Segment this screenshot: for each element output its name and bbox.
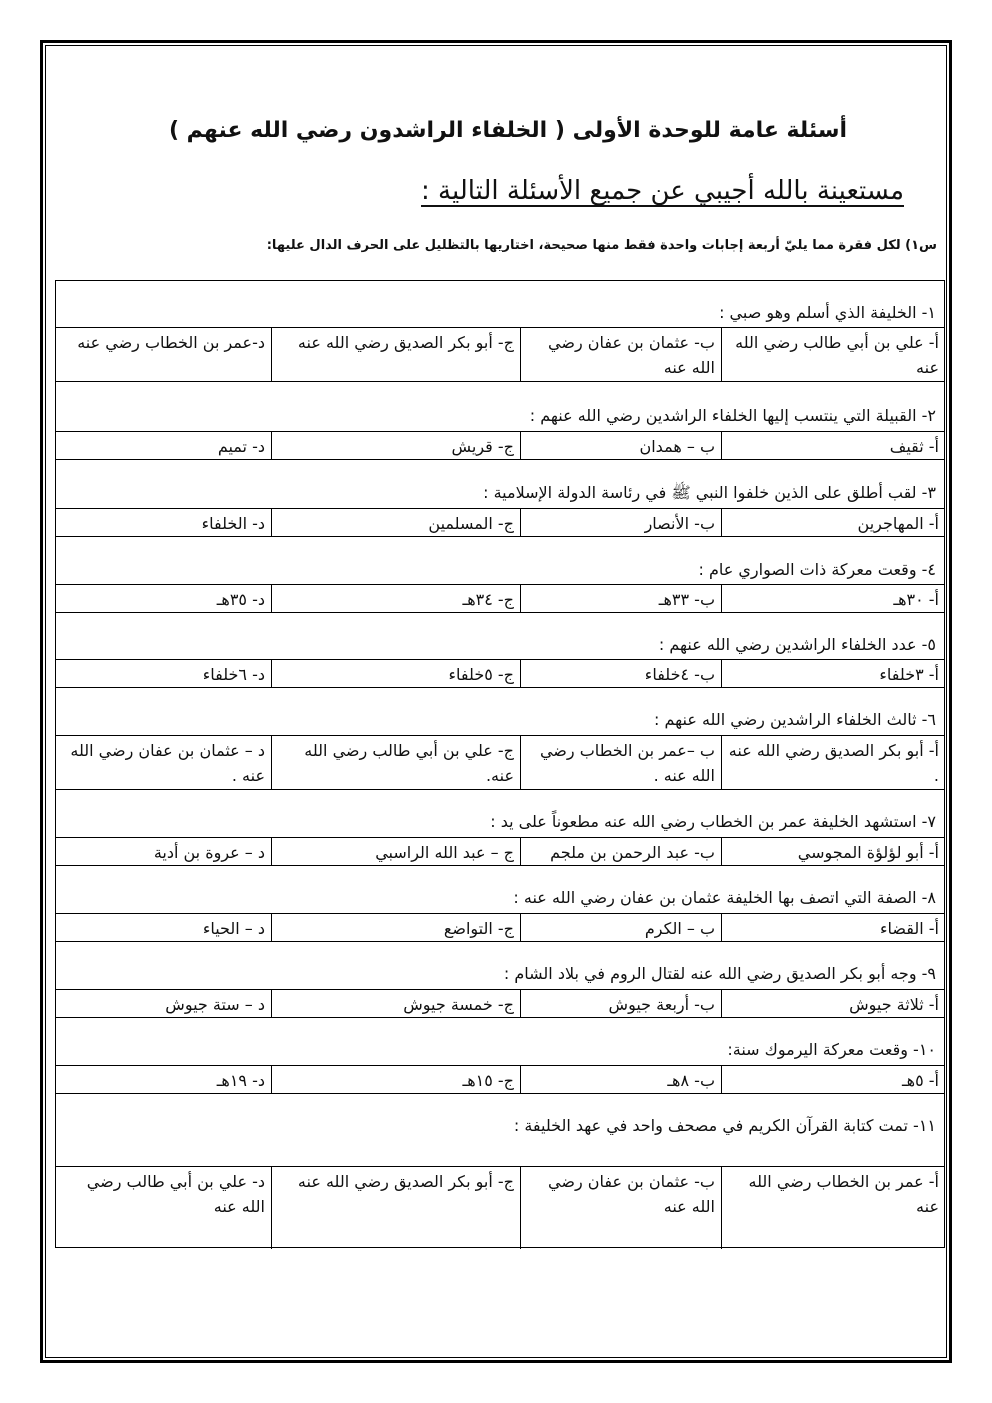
instruction-text: س١) لكل فقرة مما يليّ أربعة إجابات واحدة فقط منها صحيحة، اختاريها بالتظليل على الحرف الدال عليها: bbox=[266, 238, 937, 253]
question-9-options bbox=[55, 989, 945, 1018]
question-5-options bbox=[55, 659, 945, 688]
q7-option-a[interactable]: أ- أبو لؤلؤة المجوسي bbox=[721, 838, 945, 865]
q4-option-b[interactable]: ب- ٣٣هـ bbox=[520, 585, 721, 612]
q9-option-a[interactable]: أ- ثلاثة جيوش bbox=[721, 990, 945, 1017]
question-4-options bbox=[55, 584, 945, 613]
q5-option-c[interactable]: ج- ٥خلفاء bbox=[271, 660, 520, 687]
question-1-options bbox=[55, 327, 945, 382]
q11-option-d[interactable]: د- علي بن أبي طالب رضي الله عنه bbox=[86, 1172, 265, 1216]
q4-option-a[interactable]: أ- ٣٠هـ bbox=[721, 585, 945, 612]
q7-option-c[interactable]: ج – عبد الله الراسبي bbox=[271, 838, 520, 865]
q3-option-a[interactable]: أ- المهاجرين bbox=[721, 509, 945, 536]
q7-option-d[interactable]: د – عروة بن أدية bbox=[153, 843, 265, 862]
question-6-options bbox=[55, 735, 945, 790]
question-10-text: ١٠- وقعت معركة اليرموك سنة: bbox=[727, 1040, 936, 1059]
q4-option-c[interactable]: ج- ٣٤هـ bbox=[271, 585, 520, 612]
q8-option-b[interactable]: ب – الكرم bbox=[520, 914, 721, 941]
q2-option-b[interactable]: ب – همدان bbox=[520, 432, 721, 459]
page-title: أسئلة عامة للوحدة الأولى ( الخلفاء الراشدون رضي الله عنهم ) bbox=[168, 118, 847, 143]
q7-option-b[interactable]: ب- عبد الرحمن بن ملجم bbox=[520, 838, 721, 865]
q3-option-b[interactable]: ب- الأنصار bbox=[520, 509, 721, 536]
q10-option-d[interactable]: د- ١٩هـ bbox=[216, 1071, 265, 1090]
q10-option-b[interactable]: ب- ٨هـ bbox=[520, 1066, 721, 1093]
q8-option-a[interactable]: أ- القضاء bbox=[721, 914, 945, 941]
q6-option-d[interactable]: د – عثمان بن عفان رضي الله عنه . bbox=[70, 741, 265, 785]
q11-option-b[interactable]: ب- عثمان بن عفان رضي الله عنه bbox=[520, 1167, 721, 1249]
question-4-text: ٤- وقعت معركة ذات الصواري عام : bbox=[698, 560, 936, 579]
q9-option-b[interactable]: ب- أربعة جيوش bbox=[520, 990, 721, 1017]
q10-option-c[interactable]: ج- ١٥هـ bbox=[271, 1066, 520, 1093]
question-8-options bbox=[55, 913, 945, 942]
page-subtitle: مستعينة بالله أجيبي عن جميع الأسئلة التالية : bbox=[421, 176, 904, 206]
question-7-options bbox=[55, 837, 945, 866]
q3-option-d[interactable]: د- الخلفاء bbox=[201, 514, 265, 533]
question-3-options bbox=[55, 508, 945, 537]
q1-option-d[interactable]: د-عمر بن الخطاب رضي عنه bbox=[77, 333, 265, 352]
q8-option-c[interactable]: ج- التواضع bbox=[271, 914, 520, 941]
question-1-text: ١- الخليفة الذي أسلم وهو صبي : bbox=[719, 303, 936, 322]
q10-option-a[interactable]: أ- ٥هـ bbox=[721, 1066, 945, 1093]
q2-option-d[interactable]: د- تميم bbox=[217, 437, 265, 456]
question-8-text: ٨- الصفة التي اتصف بها الخليفة عثمان بن عفان رضي الله عنه : bbox=[513, 888, 936, 907]
q6-option-a[interactable]: أ- أبو بكر الصديق رضي الله عنه . bbox=[721, 736, 945, 789]
q6-option-b[interactable]: ب –عمر بن الخطاب رضي الله عنه . bbox=[520, 736, 721, 789]
q3-option-c[interactable]: ج- المسلمين bbox=[271, 509, 520, 536]
q1-option-b[interactable]: ب- عثمان بن عفان رضي الله عنه bbox=[520, 328, 721, 381]
question-5-text: ٥- عدد الخلفاء الراشدين رضي الله عنهم : bbox=[658, 635, 936, 654]
q6-option-c[interactable]: ج- علي بن أبي طالب رضي الله عنه. bbox=[271, 736, 520, 789]
question-6-text: ٦- ثالث الخلفاء الراشدين رضي الله عنهم : bbox=[654, 710, 936, 729]
q4-option-d[interactable]: د- ٣٥هـ bbox=[216, 590, 265, 609]
q9-option-d[interactable]: د – ستة جيوش bbox=[165, 995, 265, 1014]
question-11-options bbox=[55, 1166, 945, 1249]
q1-option-c[interactable]: ج- أبو بكر الصديق رضي الله عنه bbox=[271, 328, 520, 381]
q5-option-d[interactable]: د- ٦خلفاء bbox=[202, 665, 265, 684]
question-2-options bbox=[55, 431, 945, 460]
question-7-text: ٧- استشهد الخليفة عمر بن الخطاب رضي الله عنه مطعوناً على يد : bbox=[490, 812, 936, 831]
questions-box bbox=[55, 280, 945, 1248]
question-9-text: ٩- وجه أبو بكر الصديق رضي الله عنه لقتال الروم في بلاد الشام : bbox=[503, 964, 936, 983]
q5-option-b[interactable]: ب- ٤خلفاء bbox=[520, 660, 721, 687]
q2-option-c[interactable]: ج- قريش bbox=[271, 432, 520, 459]
q11-option-a[interactable]: أ- عمر بن الخطاب رضي الله عنه bbox=[721, 1167, 945, 1249]
q11-option-c[interactable]: ج- أبو بكر الصديق رضي الله عنه bbox=[271, 1167, 520, 1249]
question-2-text: ٢- القبيلة التي ينتسب إليها الخلفاء الراشدين رضي الله عنهم : bbox=[529, 406, 936, 425]
question-11-text: ١١- تمت كتابة القرآن الكريم في مصحف واحد في عهد الخليفة : bbox=[513, 1116, 936, 1135]
q1-option-a[interactable]: أ- علي بن أبي طالب رضي الله عنه bbox=[721, 328, 945, 381]
q2-option-a[interactable]: أ- ثقيف bbox=[721, 432, 945, 459]
question-10-options bbox=[55, 1065, 945, 1094]
q9-option-c[interactable]: ج- خمسة جيوش bbox=[271, 990, 520, 1017]
q8-option-d[interactable]: د – الحياء bbox=[202, 919, 265, 938]
question-3-text: ٣- لقب أطلق على الذين خلفوا النبي ﷺ في رئاسة الدولة الإسلامية : bbox=[483, 483, 936, 502]
q5-option-a[interactable]: أ- ٣خلفاء bbox=[721, 660, 945, 687]
